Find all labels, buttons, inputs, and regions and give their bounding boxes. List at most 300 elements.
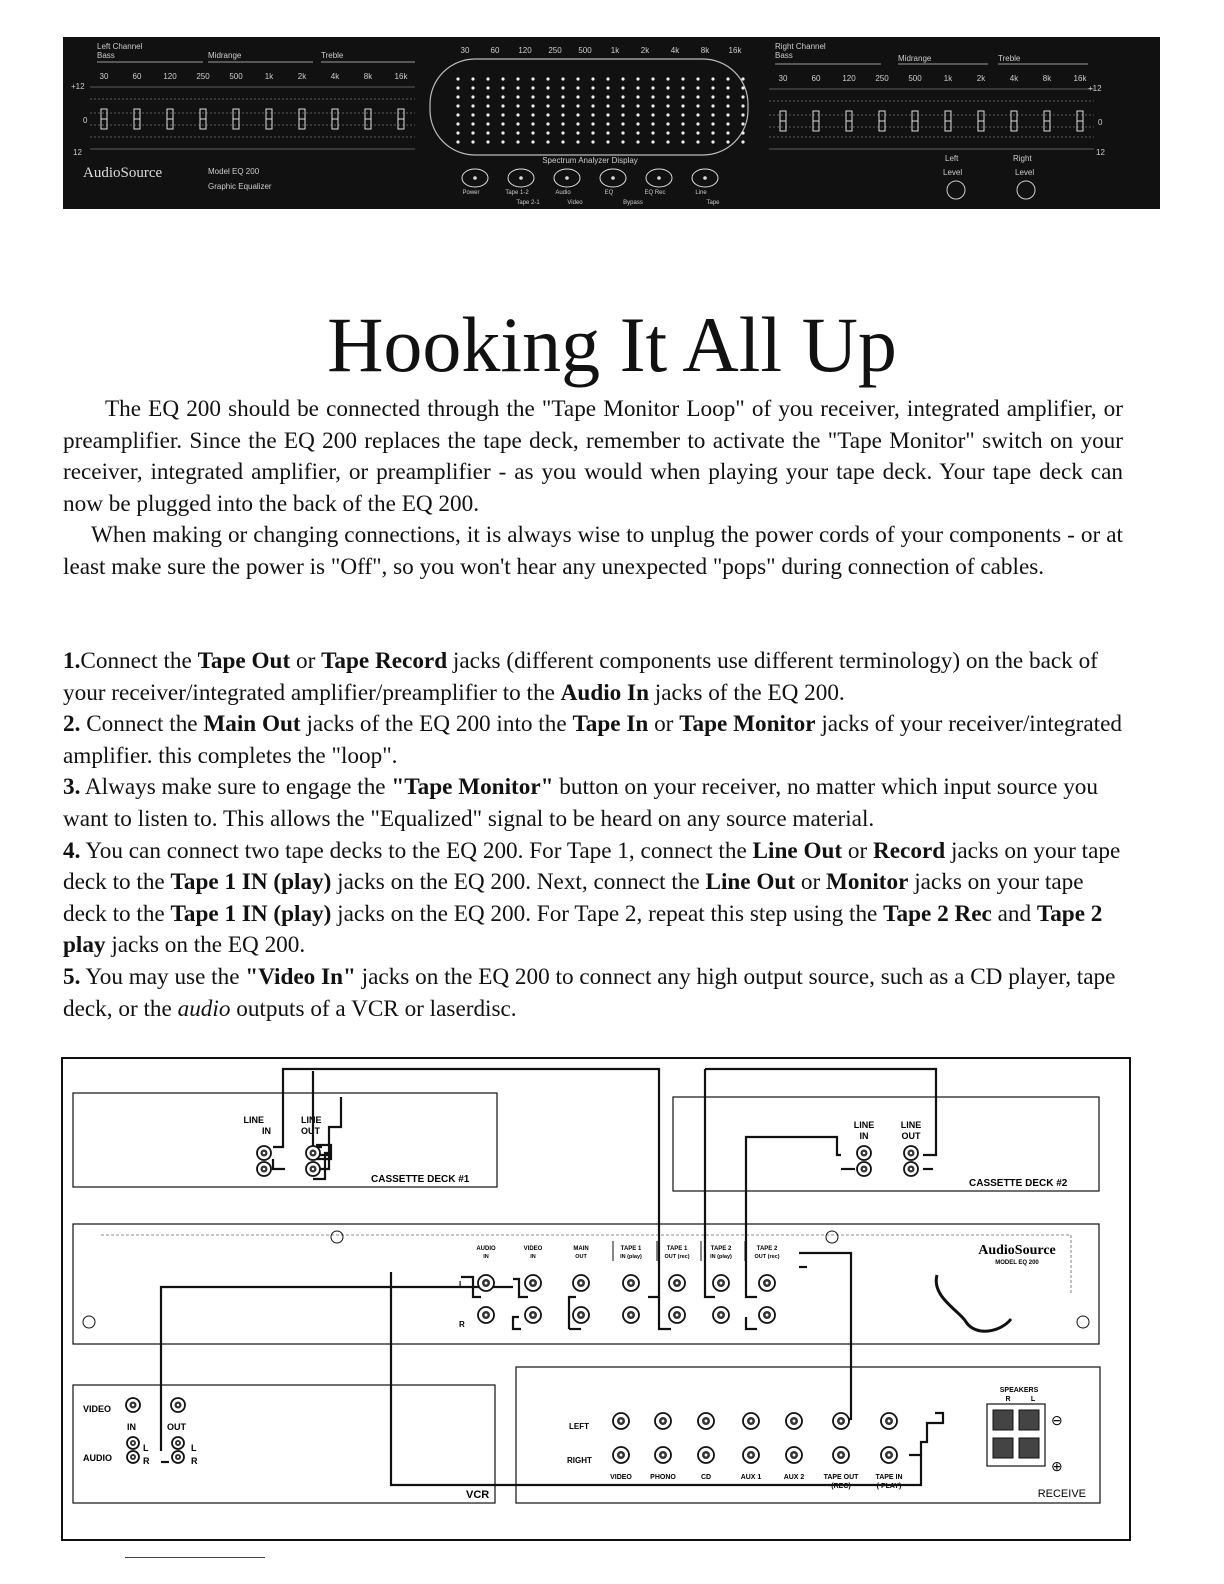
spectrum-led bbox=[456, 113, 459, 116]
spectrum-led bbox=[726, 95, 729, 98]
rca-jack[interactable] bbox=[833, 1447, 849, 1463]
eq-jack-label: OUT bbox=[575, 1254, 587, 1260]
spectrum-led bbox=[561, 131, 564, 134]
svg-text:⊖: ⊖ bbox=[1051, 1412, 1063, 1428]
frequency-label: 16k bbox=[1073, 74, 1087, 83]
svg-text:⊕: ⊕ bbox=[1051, 1458, 1063, 1474]
spectrum-led bbox=[621, 122, 624, 125]
spectrum-led bbox=[531, 77, 534, 80]
spectrum-led bbox=[606, 140, 609, 143]
spectrum-led bbox=[681, 95, 684, 98]
spectrum-led bbox=[501, 104, 504, 107]
frequency-label: 1k bbox=[610, 46, 620, 55]
panel-button-led bbox=[519, 176, 523, 180]
eq-front-panel bbox=[63, 37, 1160, 209]
spectrum-led bbox=[531, 140, 534, 143]
spectrum-led bbox=[711, 131, 714, 134]
right-level-label-2: Level bbox=[1015, 168, 1035, 177]
intro-paragraph-2: When making or changing connections, it is always wise to unplug the power cords of your components - or at least make sure the power is "Off", so you won't hear any unexpected "pops" during connection of cables. bbox=[63, 522, 1123, 580]
rca-jack[interactable] bbox=[306, 1146, 320, 1160]
spectrum-led bbox=[471, 77, 474, 80]
spectrum-led bbox=[456, 86, 459, 89]
rca-jack[interactable] bbox=[306, 1162, 320, 1176]
spectrum-led bbox=[696, 77, 699, 80]
rca-jack[interactable] bbox=[904, 1146, 918, 1160]
deck1-line-out-label: LINE bbox=[301, 1115, 322, 1125]
button-label: EQ Rec bbox=[644, 190, 666, 196]
step-5: 5. You may use the "Video In" jacks on the EQ 200 to connect any high output source, such as a CD player, tape deck, or the audio outputs of a VCR or laserdisc. bbox=[63, 963, 1116, 1022]
spectrum-led bbox=[606, 104, 609, 107]
brand-logo: AudioSource bbox=[83, 165, 163, 181]
spectrum-led bbox=[471, 140, 474, 143]
spectrum-led bbox=[546, 86, 549, 89]
spectrum-led bbox=[636, 140, 639, 143]
rca-jack[interactable] bbox=[743, 1447, 759, 1463]
spectrum-led bbox=[666, 122, 669, 125]
spectrum-led bbox=[546, 104, 549, 107]
svg-text:OUT: OUT bbox=[301, 1126, 320, 1136]
spectrum-led bbox=[591, 86, 594, 89]
spectrum-led bbox=[726, 77, 729, 80]
deck2-line-in-label: LINE bbox=[853, 1120, 875, 1130]
left-level-label-1: Left bbox=[945, 154, 959, 163]
rca-jack[interactable] bbox=[613, 1447, 629, 1463]
frequency-label: 4k bbox=[670, 46, 680, 55]
eq-jack-label: MAIN bbox=[573, 1246, 589, 1252]
eq-jack-label: OUT (rec) bbox=[664, 1254, 690, 1260]
spectrum-led bbox=[666, 113, 669, 116]
spectrum-led bbox=[501, 77, 504, 80]
rca-jack[interactable] bbox=[127, 1437, 139, 1449]
rca-jack[interactable] bbox=[172, 1437, 184, 1449]
receiver-jack-label: TAPE IN bbox=[875, 1474, 903, 1481]
panel-button-led bbox=[565, 176, 569, 180]
eq-jack-labels bbox=[476, 1241, 779, 1261]
svg-text:IN: IN bbox=[859, 1131, 869, 1141]
spectrum-led bbox=[591, 122, 594, 125]
spectrum-led bbox=[546, 77, 549, 80]
frequency-label: 2k bbox=[976, 74, 986, 83]
spectrum-led bbox=[471, 113, 474, 116]
rca-jack[interactable] bbox=[573, 1275, 589, 1291]
spectrum-led bbox=[516, 104, 519, 107]
spectrum-label: Spectrum Analyzer Display bbox=[542, 156, 638, 165]
spectrum-led bbox=[516, 77, 519, 80]
spectrum-led bbox=[561, 113, 564, 116]
spectrum-led bbox=[486, 104, 489, 107]
connection-diagram bbox=[61, 1057, 1133, 1543]
spectrum-led bbox=[696, 86, 699, 89]
step-4: 4. You can connect two tape decks to the EQ 200. For Tape 1, connect the Line Out or Record jacks on your tape deck to the Tape 1 IN (play) jacks on the EQ 200. Next, connect the Line Out or Monitor jacks on your tape deck to the Tape 1 IN (play) jacks on the EQ 200. For Tape 2, repeat this step using the Tape 2 Rec and Tape 2 play jacks on the EQ 200. bbox=[63, 837, 1121, 959]
spectrum-led bbox=[741, 95, 744, 98]
spectrum-led bbox=[726, 131, 729, 134]
button-label: Bypass bbox=[623, 200, 643, 206]
svg-text:R: R bbox=[143, 1456, 150, 1466]
button-label: Tape 1-2 bbox=[505, 190, 529, 196]
spectrum-led bbox=[456, 131, 459, 134]
eq-jack-label: TAPE 1 bbox=[620, 1246, 642, 1252]
spectrum-led bbox=[636, 113, 639, 116]
deck2-label: CASSETTE DECK #2 bbox=[969, 1178, 1068, 1189]
rca-jack[interactable] bbox=[655, 1413, 671, 1429]
frequency-label: 500 bbox=[908, 74, 922, 83]
step-3: 3. Always make sure to engage the "Tape Monitor" button on your receiver, no matter which input source you want to listen to. This allows the "Equalized" signal to be heard on any source material. bbox=[63, 774, 1098, 832]
spectrum-led bbox=[666, 140, 669, 143]
rca-jack[interactable] bbox=[881, 1447, 897, 1463]
spectrum-led bbox=[741, 113, 744, 116]
rca-jack[interactable] bbox=[525, 1275, 541, 1291]
receiver-jack-label: TAPE OUT bbox=[823, 1474, 859, 1481]
spectrum-led bbox=[471, 86, 474, 89]
eq-jack-label: VIDEO bbox=[523, 1246, 543, 1252]
spectrum-led bbox=[531, 122, 534, 125]
rca-jack[interactable] bbox=[713, 1275, 729, 1291]
spectrum-led bbox=[696, 104, 699, 107]
rca-jack[interactable] bbox=[478, 1307, 494, 1323]
left-zero-label: 0 bbox=[83, 116, 88, 125]
spectrum-led bbox=[486, 95, 489, 98]
spectrum-led bbox=[561, 86, 564, 89]
rca-jack[interactable] bbox=[786, 1447, 802, 1463]
rca-jack[interactable] bbox=[786, 1413, 802, 1429]
model-label: Model EQ 200 bbox=[208, 167, 260, 176]
eq-l-label: L bbox=[459, 1280, 464, 1289]
spectrum-led bbox=[726, 113, 729, 116]
spectrum-led bbox=[516, 122, 519, 125]
rca-jack[interactable] bbox=[759, 1307, 775, 1323]
spectrum-led bbox=[681, 104, 684, 107]
spectrum-led bbox=[576, 140, 579, 143]
rca-jack[interactable] bbox=[613, 1413, 629, 1429]
spectrum-led bbox=[501, 140, 504, 143]
steps-list bbox=[63, 646, 1127, 1025]
button-label: Audio bbox=[555, 190, 571, 196]
spectrum-led bbox=[471, 104, 474, 107]
spectrum-led bbox=[741, 131, 744, 134]
spectrum-led bbox=[606, 113, 609, 116]
spectrum-led bbox=[696, 113, 699, 116]
svg-text:OUT: OUT bbox=[901, 1131, 921, 1141]
left-plus12-label: +12 bbox=[71, 82, 85, 91]
panel-button-led bbox=[703, 176, 707, 180]
svg-text:IN: IN bbox=[262, 1126, 271, 1136]
eq-jack-label: TAPE 2 bbox=[756, 1246, 778, 1252]
spectrum-led bbox=[681, 113, 684, 116]
spectrum-led bbox=[591, 131, 594, 134]
eq-jack-label: TAPE 2 bbox=[710, 1246, 732, 1252]
panel-button-led bbox=[657, 176, 661, 180]
spectrum-led bbox=[621, 113, 624, 116]
rca-jack[interactable] bbox=[857, 1162, 871, 1176]
spectrum-led bbox=[456, 95, 459, 98]
vcr-label: VCR bbox=[466, 1489, 490, 1501]
spectrum-led bbox=[696, 140, 699, 143]
spectrum-led bbox=[516, 95, 519, 98]
eq-jack-label: IN (play) bbox=[620, 1254, 642, 1260]
spectrum-led bbox=[651, 122, 654, 125]
spectrum-led bbox=[516, 131, 519, 134]
cables bbox=[161, 1069, 943, 1485]
spectrum-led bbox=[591, 140, 594, 143]
frequency-label: 250 bbox=[196, 72, 210, 81]
receiver-jack-label: (REC) bbox=[831, 1483, 851, 1490]
spectrum-led bbox=[576, 86, 579, 89]
spectrum-led bbox=[681, 140, 684, 143]
spectrum-led bbox=[741, 104, 744, 107]
frequency-label: 250 bbox=[548, 46, 562, 55]
receiver-jack-label: PHONO bbox=[650, 1474, 676, 1481]
rca-jack[interactable] bbox=[623, 1307, 639, 1323]
rca-jack[interactable] bbox=[857, 1146, 871, 1160]
spectrum-led bbox=[471, 131, 474, 134]
spectrum-led bbox=[501, 95, 504, 98]
frequency-label: 120 bbox=[163, 72, 177, 81]
panel-button-led bbox=[473, 176, 477, 180]
frequency-label: 8k bbox=[363, 72, 373, 81]
panel-button-led bbox=[611, 176, 615, 180]
spectrum-led bbox=[666, 77, 669, 80]
frequency-label: 8k bbox=[700, 46, 710, 55]
rca-jack[interactable] bbox=[669, 1275, 685, 1291]
right-treble-label: Treble bbox=[998, 54, 1021, 63]
spectrum-led bbox=[636, 77, 639, 80]
cassette-deck-2 bbox=[673, 1097, 1099, 1191]
right-level-label-1: Right bbox=[1013, 154, 1032, 163]
rca-jack[interactable] bbox=[713, 1307, 729, 1323]
frequency-label: 2k bbox=[297, 72, 307, 81]
spectrum-led bbox=[576, 95, 579, 98]
spectrum-led bbox=[621, 140, 624, 143]
frequency-label: 16k bbox=[728, 46, 742, 55]
spectrum-led bbox=[606, 131, 609, 134]
frequency-label: 16k bbox=[394, 72, 408, 81]
spectrum-led bbox=[606, 95, 609, 98]
eq-jack-label: IN bbox=[530, 1254, 536, 1260]
spectrum-led bbox=[591, 104, 594, 107]
rca-jack[interactable] bbox=[759, 1275, 775, 1291]
spectrum-led bbox=[561, 77, 564, 80]
frequency-label: 60 bbox=[490, 46, 500, 55]
rca-jack[interactable] bbox=[833, 1413, 849, 1429]
receiver-label: RECEIVE bbox=[1037, 1488, 1086, 1500]
spectrum-led bbox=[621, 131, 624, 134]
rca-jack[interactable] bbox=[525, 1307, 541, 1323]
spectrum-led bbox=[531, 131, 534, 134]
power-cord bbox=[936, 1275, 1011, 1331]
frequency-label: 120 bbox=[518, 46, 532, 55]
frequency-label: 30 bbox=[778, 74, 788, 83]
receiver-jack-label: VIDEO bbox=[610, 1474, 632, 1481]
vcr-video-label: VIDEO bbox=[83, 1404, 112, 1414]
rca-jack[interactable] bbox=[655, 1447, 671, 1463]
button-label: Tape bbox=[706, 200, 720, 206]
rca-jack[interactable] bbox=[171, 1398, 185, 1412]
spectrum-led bbox=[531, 113, 534, 116]
spectrum-led bbox=[516, 86, 519, 89]
spectrum-led bbox=[636, 122, 639, 125]
spectrum-led bbox=[711, 113, 714, 116]
rca-jack[interactable] bbox=[127, 1451, 139, 1463]
vcr-audio-label: AUDIO bbox=[83, 1453, 112, 1463]
spectrum-led bbox=[711, 86, 714, 89]
receiver-jack-label: AUX 2 bbox=[783, 1474, 805, 1481]
receiver-right-label: RIGHT bbox=[567, 1456, 592, 1465]
button-label: Tape 2-1 bbox=[516, 200, 540, 206]
spectrum-led bbox=[501, 86, 504, 89]
step-1: 1.Connect the Tape Out or Tape Record jacks (different components use different terminology) on the back of your receiver/integrated amplifier/preamplifier to the Audio In jacks of the EQ 200. bbox=[63, 648, 1098, 706]
frequency-label: 60 bbox=[132, 72, 142, 81]
svg-text:L: L bbox=[1030, 1396, 1036, 1403]
rca-jacks[interactable] bbox=[126, 1146, 918, 1463]
spectrum-led bbox=[486, 77, 489, 80]
spectrum-led bbox=[486, 131, 489, 134]
eq-jack-label: AUDIO bbox=[476, 1246, 496, 1252]
receiver-jack-label: CD bbox=[700, 1474, 712, 1481]
spectrum-led bbox=[726, 140, 729, 143]
spectrum-led bbox=[471, 122, 474, 125]
spectrum-led bbox=[636, 86, 639, 89]
right-zero-label: 0 bbox=[1098, 118, 1103, 127]
spectrum-led bbox=[606, 77, 609, 80]
spectrum-led bbox=[726, 104, 729, 107]
spectrum-led bbox=[666, 104, 669, 107]
spectrum-led bbox=[681, 131, 684, 134]
spectrum-led bbox=[621, 95, 624, 98]
left-bass-label: Bass bbox=[97, 51, 115, 60]
spectrum-led bbox=[561, 122, 564, 125]
left-midrange-label: Midrange bbox=[208, 51, 242, 60]
spectrum-led bbox=[651, 77, 654, 80]
rca-jack[interactable] bbox=[698, 1447, 714, 1463]
spectrum-led bbox=[651, 86, 654, 89]
spectrum-led bbox=[711, 95, 714, 98]
spectrum-led bbox=[621, 104, 624, 107]
spectrum-led bbox=[501, 122, 504, 125]
svg-text:L: L bbox=[191, 1443, 197, 1453]
frequency-label: 30 bbox=[99, 72, 109, 81]
deck1-line-in-label: LINE bbox=[243, 1115, 264, 1125]
eq-jack-label: OUT (rec) bbox=[754, 1254, 780, 1260]
spectrum-led bbox=[681, 86, 684, 89]
frequency-label: 4k bbox=[330, 72, 340, 81]
frequency-label: 500 bbox=[229, 72, 243, 81]
rca-jack[interactable] bbox=[257, 1146, 271, 1160]
svg-text:R: R bbox=[191, 1456, 198, 1466]
rca-jack[interactable] bbox=[881, 1413, 897, 1429]
spectrum-led bbox=[561, 95, 564, 98]
spectrum-led bbox=[666, 95, 669, 98]
deck1-label: CASSETTE DECK #1 bbox=[371, 1174, 470, 1185]
spectrum-led bbox=[576, 104, 579, 107]
spectrum-led bbox=[576, 113, 579, 116]
svg-text:R: R bbox=[1005, 1396, 1011, 1403]
receiver-jack-labels bbox=[610, 1474, 902, 1490]
spectrum-led bbox=[711, 104, 714, 107]
right-channel-label: Right Channel bbox=[775, 42, 826, 51]
spectrum-led bbox=[561, 140, 564, 143]
rca-jack[interactable] bbox=[623, 1275, 639, 1291]
spectrum-led bbox=[591, 113, 594, 116]
spectrum-led bbox=[651, 140, 654, 143]
eq-model-label: MODEL EQ 200 bbox=[995, 1260, 1039, 1266]
spectrum-led bbox=[546, 131, 549, 134]
spectrum-led bbox=[456, 140, 459, 143]
rca-jack[interactable] bbox=[478, 1275, 494, 1291]
spectrum-led bbox=[741, 122, 744, 125]
intro-paragraph-1: The EQ 200 should be connected through the "Tape Monitor Loop" of you receiver, integrated amplifier, or preamplifier. Since the EQ 200 replaces the tape deck, remember to activate the "Tape Monitor" switch on your receiver, integrated amplifier, or preamplifier - as you would when playing your tape deck. Your tape deck can now be plugged into the back of the EQ 200. bbox=[63, 396, 1123, 517]
button-label: Line bbox=[695, 190, 707, 196]
spectrum-led bbox=[471, 95, 474, 98]
frequency-label: 8k bbox=[1042, 74, 1052, 83]
eq-jack-label: IN (play) bbox=[710, 1254, 732, 1260]
frequency-label: 1k bbox=[943, 74, 953, 83]
page-title: Hooking It All Up bbox=[327, 301, 897, 388]
spectrum-led bbox=[651, 113, 654, 116]
spectrum-led bbox=[741, 86, 744, 89]
spectrum-led bbox=[591, 95, 594, 98]
vcr-in-label: IN bbox=[127, 1422, 136, 1432]
spectrum-led bbox=[741, 77, 744, 80]
spectrum-led bbox=[531, 95, 534, 98]
spectrum-led bbox=[711, 140, 714, 143]
rca-jack[interactable] bbox=[904, 1162, 918, 1176]
spectrum-led bbox=[531, 104, 534, 107]
spectrum-led bbox=[681, 77, 684, 80]
frequency-label: 2k bbox=[640, 46, 650, 55]
eq-jack-label: IN bbox=[483, 1254, 489, 1260]
spectrum-led bbox=[696, 122, 699, 125]
spectrum-led bbox=[561, 104, 564, 107]
model-sub-label: Graphic Equalizer bbox=[208, 182, 272, 191]
spectrum-led bbox=[516, 140, 519, 143]
spectrum-led bbox=[456, 77, 459, 80]
spectrum-led bbox=[696, 131, 699, 134]
svg-text:L: L bbox=[143, 1443, 149, 1453]
spectrum-led bbox=[711, 122, 714, 125]
screw-icon bbox=[826, 1231, 838, 1243]
spectrum-led bbox=[651, 131, 654, 134]
rca-jack[interactable] bbox=[126, 1398, 140, 1412]
right-plus12-label: +12 bbox=[1088, 84, 1102, 93]
rca-jack[interactable] bbox=[573, 1307, 589, 1323]
rca-jack[interactable] bbox=[257, 1162, 271, 1176]
eq-brand-logo: AudioSource bbox=[978, 1243, 1056, 1258]
spectrum-led bbox=[621, 86, 624, 89]
rca-jack[interactable] bbox=[669, 1307, 685, 1323]
rca-jack[interactable] bbox=[743, 1413, 759, 1429]
rca-jack[interactable] bbox=[698, 1413, 714, 1429]
screw-icon bbox=[83, 1316, 95, 1328]
receiver-left-label: LEFT bbox=[569, 1422, 589, 1431]
frequency-label: 500 bbox=[578, 46, 592, 55]
spectrum-led bbox=[546, 140, 549, 143]
frequency-label: 1k bbox=[264, 72, 274, 81]
rca-jack[interactable] bbox=[172, 1451, 184, 1463]
frequency-label: 30 bbox=[460, 46, 470, 55]
footer-rule bbox=[125, 1557, 265, 1558]
speaker-terminals[interactable] bbox=[987, 1404, 1063, 1474]
spectrum-led bbox=[711, 77, 714, 80]
step-2: 2. Connect the Main Out jacks of the EQ 200 into the Tape In or Tape Monitor jacks of your receiver/integrated amplifier. this completes the "loop". bbox=[63, 711, 1122, 769]
spectrum-led bbox=[456, 122, 459, 125]
button-label: Video bbox=[567, 200, 583, 206]
spectrum-led bbox=[486, 86, 489, 89]
spectrum-led bbox=[546, 122, 549, 125]
frequency-label: 120 bbox=[842, 74, 856, 83]
spectrum-led bbox=[726, 86, 729, 89]
spectrum-led bbox=[606, 122, 609, 125]
spectrum-led bbox=[621, 77, 624, 80]
